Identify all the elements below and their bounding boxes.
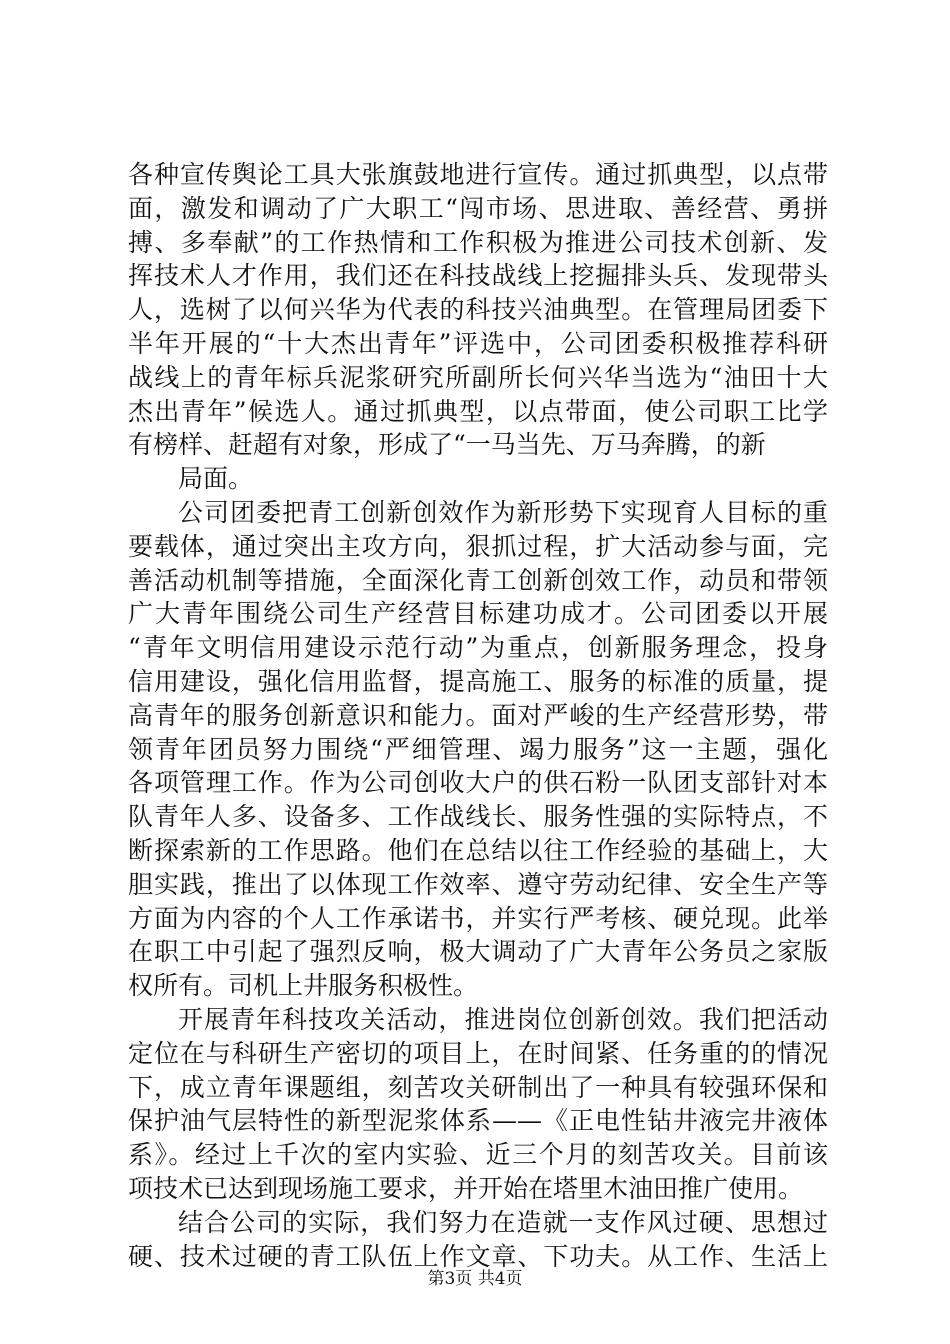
text-line: 局面。 <box>178 464 254 494</box>
text-line: 项技术已达到现场施工要求，并开始在塔里木油田推广使用。 <box>128 1173 804 1203</box>
text-line: 方面为内容的个人工作承诺书，并实行严考核、硬兑现。此举 <box>128 903 828 933</box>
text-line: 面，激发和调动了广大职工“闯市场、思进取、善经营、勇拼 <box>128 193 828 223</box>
page-footer: 第3页 共4页 <box>427 1269 523 1289</box>
text-line: 开展青年科技攻关活动，推进岗位创新创效。我们把活动 <box>178 1004 828 1034</box>
text-line: 硬、技术过硬的青工队伍上作文章、下功夫。从工作、生活上 <box>128 1241 828 1271</box>
text-line: 各种宣传舆论工具大张旗鼓地进行宣传。通过抓典型，以点带 <box>128 160 828 189</box>
text-line: 结合公司的实际，我们努力在造就一支作风过硬、思想过 <box>178 1207 828 1237</box>
text-line: 人，选树了以何兴华为代表的科技兴油典型。在管理局团委下 <box>128 295 828 325</box>
text-line: 杰出青年”候选人。通过抓典型，以点带面，使公司职工比学 <box>128 396 828 426</box>
text-line: 战线上的青年标兵泥浆研究所副所长何兴华当选为“油田十大 <box>128 362 828 392</box>
text-line: 广大青年围绕公司生产经营目标建功成才。公司团委以开展 <box>128 599 828 629</box>
text-line: “青年文明信用建设示范行动”为重点，创新服务理念，投身 <box>128 633 828 663</box>
text-line: 有榜样、赶超有对象，形成了“一马当先、万马奔腾，的新 <box>128 430 766 460</box>
text-line: 队青年人多、设备多、工作战线长、服务性强的实际特点，不 <box>128 802 828 832</box>
document-body <box>128 158 828 1273</box>
text-line: 善活动机制等措施，全面深化青工创新创效工作，动员和带领 <box>128 565 828 595</box>
text-line: 断探索新的工作思路。他们在总结以往工作经验的基础上，大 <box>128 835 828 865</box>
text-line: 下，成立青年课题组，刻苦攻关研制出了一种具有较强环保和 <box>128 1072 828 1102</box>
text-line: 保护油气层特性的新型泥浆体系——《正电性钻井液完井液体 <box>128 1106 828 1136</box>
text-line: 系》。经过上千次的室内实验、近三个月的刻苦攻关。目前该 <box>128 1140 828 1170</box>
text-line: 领青年团员努力围绕“严细管理、竭力服务”这一主题，强化 <box>128 734 828 764</box>
text-line: 定位在与科研生产密切的项目上，在时间紧、任务重的的情况 <box>128 1038 828 1068</box>
text-line: 高青年的服务创新意识和能力。面对严峻的生产经营形势，带 <box>128 700 828 730</box>
text-line: 搏、多奉献”的工作热情和工作积极为推进公司技术创新、发 <box>128 227 828 257</box>
text-line: 挥技术人才作用，我们还在科技战线上挖掘排头兵、发现带头 <box>128 261 828 291</box>
text-line: 权所有。司机上井服务积极性。 <box>128 971 479 1001</box>
text-line: 公司团委把青工创新创效作为新形势下实现育人目标的重 <box>178 497 828 527</box>
text-line: 在职工中引起了强烈反响，极大调动了广大青年公务员之家版 <box>128 937 828 967</box>
text-line: 要载体，通过突出主攻方向，狠抓过程，扩大活动参与面，完 <box>128 531 828 561</box>
text-line: 胆实践，推出了以体现工作效率、遵守劳动纪律、安全生产等 <box>128 869 828 899</box>
text-line: 各项管理工作。作为公司创收大户的供石粉一队团支部针对本 <box>128 768 828 798</box>
text-line: 半年开展的“十大杰出青年”评选中，公司团委积极推荐科研 <box>128 328 828 358</box>
text-line: 信用建设，强化信用监督，提高施工、服务的标准的质量，提 <box>128 666 828 696</box>
